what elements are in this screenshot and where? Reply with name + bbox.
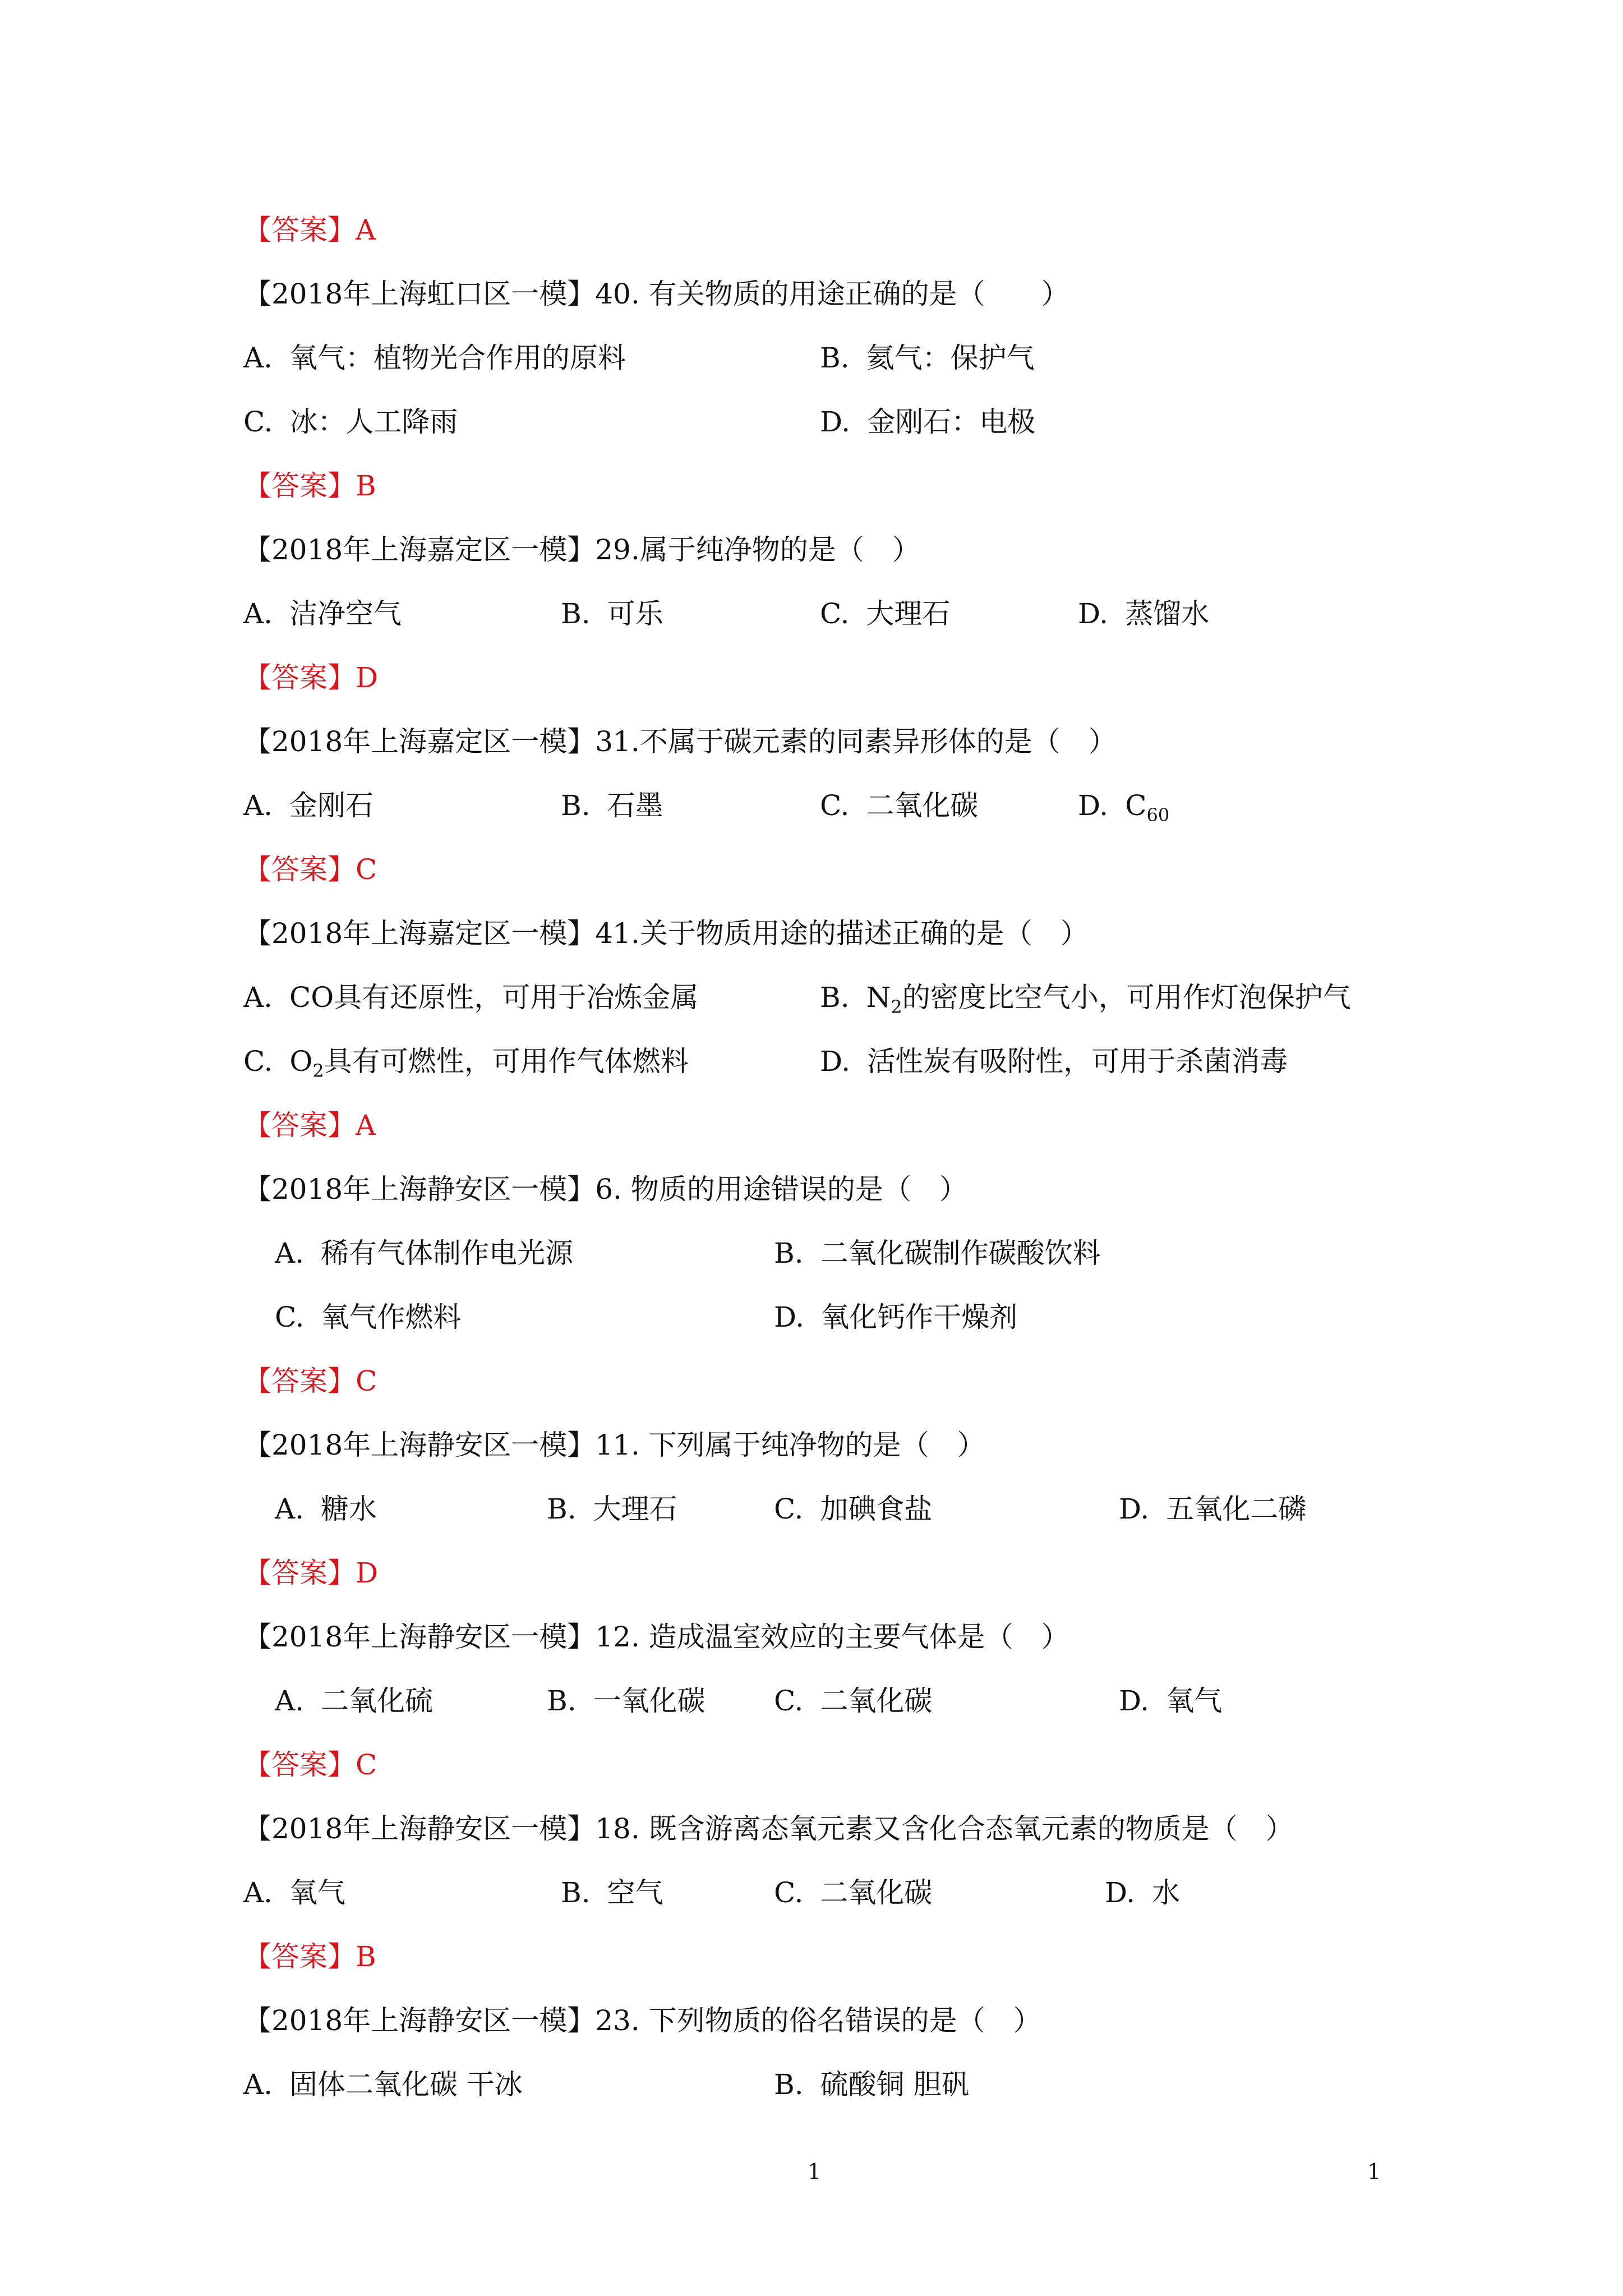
option-b: B. 空气 [561, 1876, 663, 1909]
option-c: C. 冰：人工降雨 [243, 406, 458, 438]
option-a: A. 固体二氧化碳 干冰 [243, 2068, 523, 2101]
option-a: A. 稀有气体制作电光源 [275, 1237, 574, 1269]
option-c: C. $O_2$具有可燃性，可用作气体燃料 [243, 1045, 689, 1082]
option-d: D. $C_{60}$ [1078, 789, 1170, 826]
option-d: D. 氧化钙作干燥剂 [774, 1301, 1018, 1333]
option-b: B. 石墨 [561, 789, 663, 822]
question-title: 【2018年上海嘉定区一模】31.不属于碳元素的同素异形体的是（ ） [243, 725, 1117, 758]
option-c: C. 二氧化碳 [774, 1685, 933, 1717]
option-a: A. 金刚石 [243, 789, 374, 822]
question-title: 【2018年上海静安区一模】23. 下列物质的俗名错误的是（ ） [243, 2004, 1041, 2037]
option-d: D. 水 [1105, 1876, 1181, 1909]
option-d: D. 活性炭有吸附性，可用于杀菌消毒 [820, 1045, 1288, 1078]
option-c: C. 二氧化碳 [774, 1876, 933, 1909]
question-title: 【2018年上海嘉定区一模】41.关于物质用途的描述正确的是（ ） [243, 917, 1089, 950]
answer-line: 【答案】D [243, 661, 379, 694]
option-c: C. 氧气作燃料 [275, 1301, 462, 1333]
option-b: B. 可乐 [561, 597, 663, 630]
option-a: A. 氧气：植物光合作用的原料 [243, 342, 626, 374]
option-a: A. 氧气 [243, 1876, 346, 1909]
option-c: C. 加碘食盐 [774, 1493, 933, 1525]
option-b: B. $N_2$的密度比空气小，可用作灯泡保护气 [820, 981, 1351, 1018]
answer-line: 【答案】D [243, 1557, 379, 1589]
question-title: 【2018年上海虹口区一模】40. 有关物质的用途正确的是（ ） [243, 278, 1069, 310]
page-number-center: 1 [808, 2159, 822, 2184]
answer-line: 【答案】C [243, 1749, 377, 1781]
question-title: 【2018年上海静安区一模】18. 既含游离态氧元素又含化合态氧元素的物质是（ ） [243, 1812, 1294, 1845]
option-d: D. 蒸馏水 [1078, 597, 1210, 630]
option-c: C. 二氧化碳 [820, 789, 979, 822]
option-b: B. 氦气：保护气 [820, 342, 1035, 374]
question-title: 【2018年上海静安区一模】11. 下列属于纯净物的是（ ） [243, 1429, 985, 1461]
option-b: B. 一氧化碳 [547, 1685, 706, 1717]
option-b: B. 二氧化碳制作碳酸饮料 [774, 1237, 1101, 1269]
answer-line: 【答案】C [243, 853, 377, 886]
question-title: 【2018年上海静安区一模】6. 物质的用途错误的是（ ） [243, 1173, 967, 1205]
option-a: A. 二氧化硫 [275, 1685, 434, 1717]
option-b: B. 大理石 [547, 1493, 677, 1525]
option-d: D. 金刚石：电极 [820, 406, 1036, 438]
question-title: 【2018年上海嘉定区一模】29.属于纯净物的是（ ） [243, 533, 920, 566]
option-a: A. 洁净空气 [243, 597, 402, 630]
option-c: C. 大理石 [820, 597, 951, 630]
answer-line: 【答案】B [243, 1940, 376, 1973]
option-a: A. 糖水 [275, 1493, 377, 1525]
answer-line: 【答案】B [243, 470, 376, 502]
question-title: 【2018年上海静安区一模】12. 造成温室效应的主要气体是（ ） [243, 1621, 1069, 1653]
option-d: D. 氧气 [1119, 1685, 1223, 1717]
page-number-right: 1 [1367, 2159, 1381, 2184]
option-a: A. CO具有还原性，可用于冶炼金属 [243, 981, 699, 1014]
answer-line: 【答案】C [243, 1365, 377, 1397]
option-b: B. 硫酸铜 胆矾 [774, 2068, 970, 2101]
answer-line: 【答案】A [243, 1109, 376, 1142]
answer-line: 【答案】A [243, 214, 376, 246]
option-d: D. 五氧化二磷 [1119, 1493, 1307, 1525]
